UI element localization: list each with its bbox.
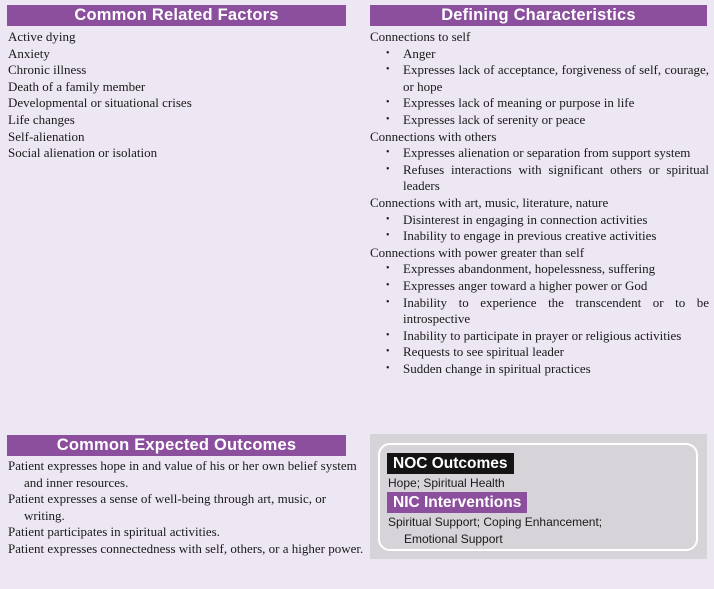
group-heading: Connections with power greater than self xyxy=(370,244,585,260)
expected-outcomes-list xyxy=(8,458,364,558)
related-factors-header: Common Related Factors xyxy=(7,5,346,26)
list-item: Active dying xyxy=(8,29,76,44)
expected-outcomes-header: Common Expected Outcomes xyxy=(7,435,346,456)
noc-outcomes-text: Hope; Spiritual Health xyxy=(388,476,505,490)
nic-interventions-text-line1: Spiritual Support; Coping Enhancement; xyxy=(388,515,603,529)
bullet-icon: • xyxy=(386,362,390,374)
bullet-icon: • xyxy=(386,263,390,275)
bullet-icon: • xyxy=(386,213,390,225)
list-item: Patient expresses a sense of well-being through art, music, or writing. xyxy=(8,491,327,523)
bullet-icon: • xyxy=(386,113,390,125)
list-item: • Inability to experience the transcendent or to be introspective xyxy=(386,294,709,327)
list-item: Life changes xyxy=(8,111,75,127)
list-item: Patient participates in spiritual activities. xyxy=(8,524,220,540)
nic-interventions-text-line2: Emotional Support xyxy=(404,532,503,546)
noc-outcomes-label: NOC Outcomes xyxy=(387,453,514,474)
noc-nic-box xyxy=(370,434,707,559)
bullet-icon: • xyxy=(386,147,390,159)
bullet-icon: • xyxy=(386,163,390,175)
list-item: • Expresses lack of acceptance, forgiveness of self, courage, or hope xyxy=(386,62,709,94)
list-item: Anxiety xyxy=(8,45,50,61)
list-item: • Expresses lack of serenity or peace xyxy=(386,111,586,127)
list-item: Self-alienation xyxy=(8,128,85,144)
defining-characteristics-list xyxy=(370,29,710,377)
list-item: • Refuses interactions with significant others or spiritual leaders xyxy=(386,161,709,194)
defining-characteristics-header: Defining Characteristics xyxy=(370,5,707,26)
bullet-icon: • xyxy=(386,296,390,308)
list-item: • Requests to see spiritual leader xyxy=(386,344,565,360)
group-heading: Connections with others xyxy=(370,128,497,144)
bullet-icon: • xyxy=(386,64,390,76)
list-item: • Inability to participate in prayer or religious activities xyxy=(386,327,682,343)
list-item: Patient expresses connectedness with self, others, or a higher power. xyxy=(8,540,364,556)
list-item: Developmental or situational crises xyxy=(8,95,192,111)
bullet-icon: • xyxy=(386,97,390,109)
list-item: • Sudden change in spiritual practices xyxy=(386,360,591,376)
bullet-icon: • xyxy=(386,329,390,341)
list-item: • Expresses anger toward a higher power or God xyxy=(386,277,648,293)
list-item: • Anger xyxy=(386,45,436,61)
bullet-icon: • xyxy=(386,346,390,358)
list-item: • Expresses abandonment, hopelessness, suffering xyxy=(386,261,656,277)
bullet-icon: • xyxy=(386,279,390,291)
list-item: Patient expresses hope in and value of his or her own belief system and inner resources. xyxy=(8,458,357,490)
list-item: • Expresses alienation or separation from support system xyxy=(386,145,691,161)
group-heading: Connections with art, music, literature, nature xyxy=(370,194,609,210)
bullet-icon: • xyxy=(386,47,390,59)
list-item: Chronic illness xyxy=(8,62,87,78)
group-heading: Connections to self xyxy=(370,29,471,44)
related-factors-list xyxy=(8,29,346,162)
list-item: Social alienation or isolation xyxy=(8,145,158,161)
list-item: • Expresses lack of meaning or purpose in life xyxy=(386,95,635,111)
list-item: • Disinterest in engaging in connection activities xyxy=(386,211,648,227)
nic-interventions-label: NIC Interventions xyxy=(387,492,527,513)
list-item: • Inability to engage in previous creative activities xyxy=(386,228,657,244)
list-item: Death of a family member xyxy=(8,78,146,94)
bullet-icon: • xyxy=(386,230,390,242)
